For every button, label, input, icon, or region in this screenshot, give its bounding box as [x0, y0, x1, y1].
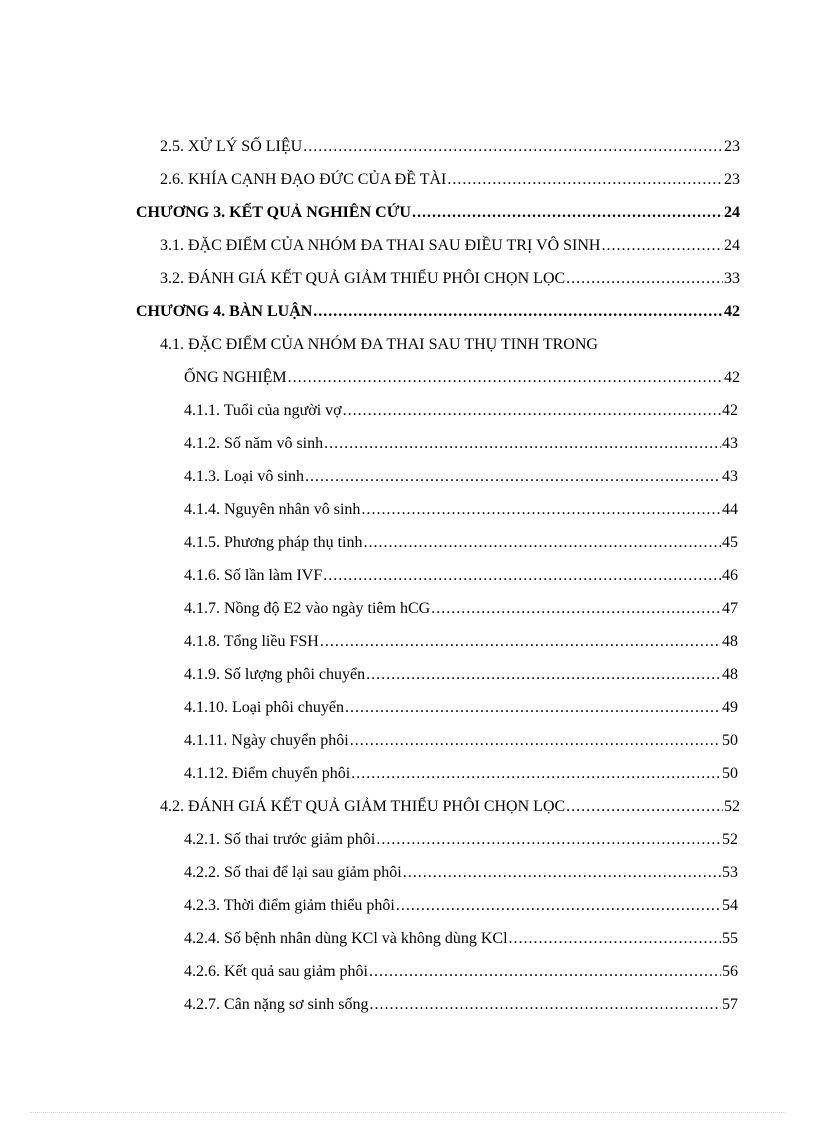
- toc-dot-leader: [324, 427, 721, 460]
- toc-entry[interactable]: [0, 790, 740, 823]
- toc-page-number: 52: [724, 798, 740, 815]
- toc-entry-title: 4.2.2. Số thai để lại sau giảm phôi: [184, 864, 402, 881]
- toc-entry-title: 4.2.3. Thời điểm giảm thiểu phôi: [184, 897, 395, 914]
- toc-entry-title: 4.2.7. Cân nặng sơ sinh sống: [184, 996, 369, 1013]
- toc-entry-title: 4.1.9. Số lượng phôi chuyển: [184, 666, 366, 683]
- toc-entry[interactable]: [0, 130, 740, 163]
- toc-entry-title: 4.2. ĐÁNH GIÁ KẾT QUẢ GIẢM THIỂU PHÔI CHỌN LỌC: [160, 798, 566, 815]
- toc-dot-leader: [323, 559, 721, 592]
- toc-dot-leader: [369, 955, 721, 988]
- toc-dot-leader: [369, 988, 721, 1021]
- toc-entry-title: 4.2.1. Số thai trước giảm phôi: [184, 831, 376, 848]
- toc-page-number: 48: [722, 633, 738, 650]
- toc-entry[interactable]: [0, 658, 738, 691]
- toc-dot-leader: [376, 823, 721, 856]
- toc-entry-title: 4.1.6. Số lần làm IVF: [184, 567, 323, 584]
- toc-entry[interactable]: [0, 823, 738, 856]
- toc-page-number: 42: [724, 303, 740, 320]
- toc-page-number: 50: [722, 765, 738, 782]
- toc-entry[interactable]: [0, 493, 738, 526]
- toc-entry[interactable]: [0, 394, 738, 427]
- toc-entry[interactable]: [0, 757, 738, 790]
- toc-dot-leader: [345, 691, 721, 724]
- toc-entry[interactable]: [0, 361, 740, 394]
- toc-entry-title: 4.1.12. Điểm chuyển phôi: [184, 765, 351, 782]
- toc-entry[interactable]: [0, 856, 738, 889]
- toc-entry[interactable]: [0, 988, 738, 1021]
- toc-page-number: 23: [724, 138, 740, 155]
- toc-entry[interactable]: [0, 592, 738, 625]
- toc-dot-leader: [305, 460, 721, 493]
- toc-page-number: 24: [724, 237, 740, 254]
- toc-entry-title: 4.1.5. Phương pháp thụ tinh: [184, 534, 363, 551]
- toc-entry-title: 4.1.7. Nồng độ E2 vào ngày tiêm hCG: [184, 600, 431, 617]
- toc-dot-leader: [313, 295, 723, 328]
- page-bottom-rule: [30, 1112, 786, 1113]
- toc-page-number: 46: [722, 567, 738, 584]
- toc-dot-leader: [363, 526, 721, 559]
- toc-entry-title: 4.1.3. Loại vô sinh: [184, 468, 304, 485]
- toc-page-number: 53: [722, 864, 738, 881]
- toc-entry-title: 3.2. ĐÁNH GIÁ KẾT QUẢ GIẢM THIỂU PHÔI CHỌN LỌC: [160, 270, 566, 287]
- toc-entry[interactable]: [0, 163, 740, 196]
- toc-dot-leader: [366, 658, 721, 691]
- toc-dot-leader: [351, 757, 721, 790]
- toc-page-number: 57: [722, 996, 738, 1013]
- toc-page-number: 44: [722, 501, 738, 518]
- toc-dot-leader: [566, 262, 723, 295]
- toc-entry[interactable]: [0, 295, 740, 328]
- toc-dot-leader: [509, 922, 721, 955]
- toc-page-number: 43: [722, 468, 738, 485]
- toc-entry-title: 4.1.4. Nguyên nhân vô sinh: [184, 501, 361, 518]
- toc-page-number: 42: [724, 369, 740, 386]
- toc-page-number: 23: [724, 171, 740, 188]
- toc-page-number: 47: [722, 600, 738, 617]
- toc-entry-title: 4.1.2. Số năm vô sinh: [184, 435, 324, 452]
- toc-entry[interactable]: [0, 724, 738, 757]
- toc-entry-title: ỐNG NGHIỆM: [184, 369, 287, 386]
- toc-entry[interactable]: [0, 526, 738, 559]
- toc-dot-leader: [566, 790, 723, 823]
- toc-entry-title: 4.2.6. Kết quả sau giảm phôi: [184, 963, 368, 980]
- toc-page-number: 54: [722, 897, 738, 914]
- toc-dot-leader: [343, 394, 721, 427]
- toc-page-number: 55: [722, 930, 738, 947]
- toc-entry[interactable]: [0, 691, 738, 724]
- toc-dot-leader: [320, 625, 721, 658]
- toc-page-number: 43: [722, 435, 738, 452]
- toc-page-number: 45: [722, 534, 738, 551]
- toc-page-number: 33: [724, 270, 740, 287]
- toc-entry-title: 4.1. ĐẶC ĐIỂM CỦA NHÓM ĐA THAI SAU THỤ TINH TRONG: [160, 336, 598, 353]
- toc-entry[interactable]: [0, 229, 740, 262]
- toc-page-number: 50: [722, 732, 738, 749]
- toc-entry-title: 2.6. KHÍA CẠNH ĐẠO ĐỨC CỦA ĐỀ TÀI: [160, 171, 447, 188]
- toc-entry-title: 3.1. ĐẶC ĐIỂM CỦA NHÓM ĐA THAI SAU ĐIỀU TRỊ VÔ SINH: [160, 237, 601, 254]
- toc-dot-leader: [303, 130, 723, 163]
- toc-entry[interactable]: [0, 889, 738, 922]
- toc-dot-leader: [431, 592, 721, 625]
- toc-page-number: 42: [722, 402, 738, 419]
- toc-page-number: 24: [724, 204, 740, 221]
- toc-dot-leader: [412, 196, 723, 229]
- toc-dot-leader: [403, 856, 721, 889]
- toc-entry-title: 4.1.1. Tuổi của người vợ: [184, 402, 342, 419]
- toc-entry[interactable]: [0, 922, 738, 955]
- toc-entry[interactable]: [0, 559, 738, 592]
- toc-entry[interactable]: [0, 427, 738, 460]
- toc-entry-title: CHƯƠNG 3. KẾT QUẢ NGHIÊN CỨU: [136, 204, 411, 221]
- toc-page-number: 56: [722, 963, 738, 980]
- toc-entry[interactable]: [0, 196, 740, 229]
- toc-entry-title: 4.2.4. Số bệnh nhân dùng KCl và không dùng KCl: [184, 930, 508, 947]
- toc-dot-leader: [361, 493, 721, 526]
- toc-entry[interactable]: [0, 625, 738, 658]
- toc-page-number: 49: [722, 699, 738, 716]
- toc-entry[interactable]: [0, 328, 740, 361]
- toc-entry-title: 2.5. XỬ LÝ SỐ LIỆU: [160, 138, 303, 155]
- toc-dot-leader: [288, 361, 723, 394]
- toc-entry[interactable]: [0, 262, 740, 295]
- toc-dot-leader: [350, 724, 721, 757]
- toc-entry-title: 4.1.8. Tổng liều FSH: [184, 633, 319, 650]
- toc-dot-leader: [447, 163, 723, 196]
- toc-page-number: 52: [722, 831, 738, 848]
- toc-entry-title: 4.1.11. Ngày chuyển phôi: [184, 732, 349, 749]
- toc-entry[interactable]: [0, 955, 738, 988]
- toc-dot-leader: [601, 229, 723, 262]
- toc-entry-title: CHƯƠNG 4. BÀN LUẬN: [136, 303, 313, 320]
- table-of-contents: [0, 130, 816, 1021]
- toc-dot-leader: [396, 889, 721, 922]
- toc-entry[interactable]: [0, 460, 738, 493]
- toc-entry-title: 4.1.10. Loại phôi chuyển: [184, 699, 344, 716]
- toc-page-number: 48: [722, 666, 738, 683]
